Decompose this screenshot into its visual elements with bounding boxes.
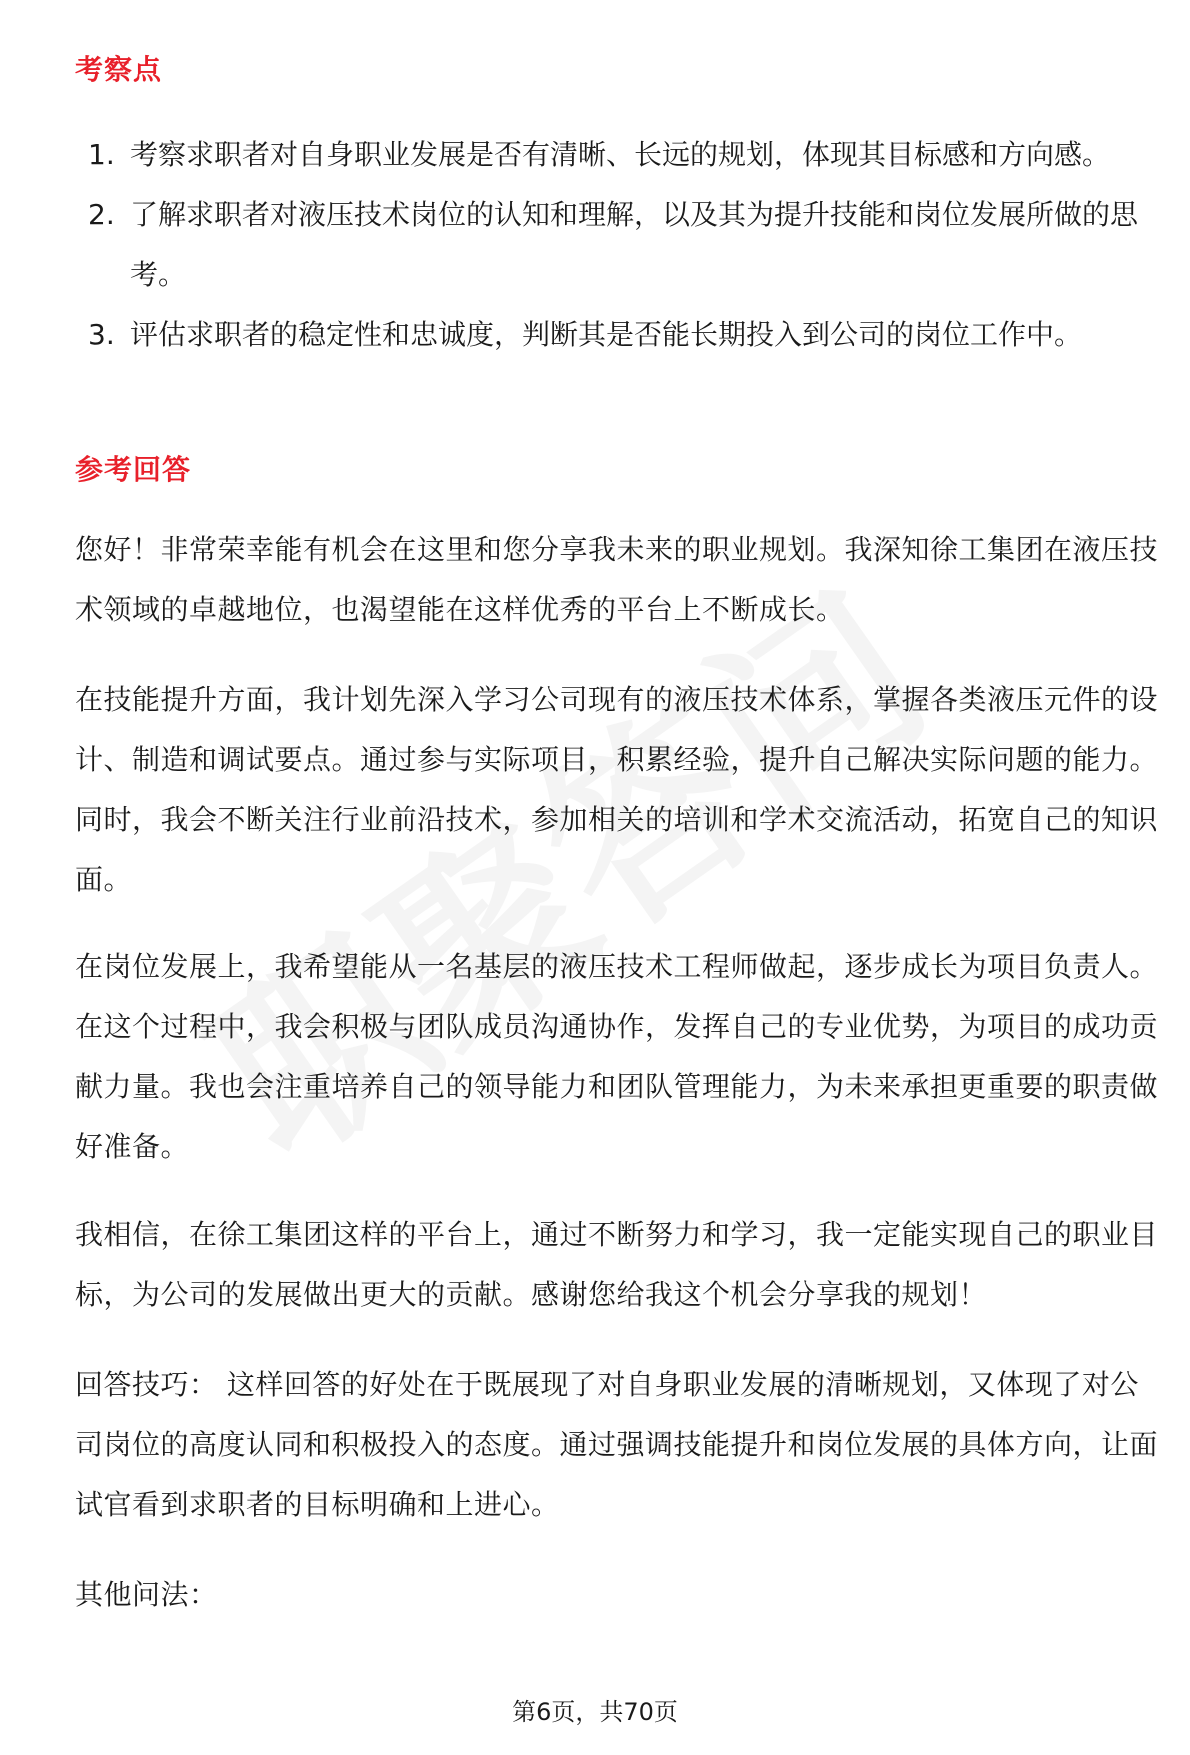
list-item: 2. 了解求职者对液压技术岗位的认知和理解，以及其为提升技能和岗位发展所做的思考。 xyxy=(88,198,1139,291)
examination-points-list xyxy=(88,125,1168,365)
list-item: 3. 评估求职者的稳定性和忠诚度，判断其是否能长期投入到公司的岗位工作中。 xyxy=(88,318,1083,351)
answer-paragraph: 在岗位发展上，我希望能从一名基层的液压技术工程师做起，逐步成长为项目负责人。在这个过程中，我会积极与团队成员沟通协作，发挥自己的专业优势，为项目的成功贡献力量。我也会注重培养自己的领导能力和团队管理能力，为未来承担更重要的职责做好准备。 xyxy=(75,950,1159,1163)
page-number: 第6页，共70页 xyxy=(512,1698,678,1726)
answer-paragraph: 在技能提升方面，我计划先深入学习公司现有的液压技术体系，掌握各类液压元件的设计、制造和调试要点。通过参与实际项目，积累经验，提升自己解决实际问题的能力。同时，我会不断关注行业前沿技术，参加相关的培训和学术交流活动，拓宽自己的知识面。 xyxy=(75,683,1159,896)
list-item: 1. 考察求职者对自身职业发展是否有清晰、长远的规划，体现其目标感和方向感。 xyxy=(88,138,1111,171)
section-heading-examination-points: 考察点 xyxy=(75,53,163,86)
answer-tip-paragraph: 回答技巧： 这样回答的好处在于既展现了对自身职业发展的清晰规划，又体现了对公司岗位的高度认同和积极投入的态度。通过强调技能提升和岗位发展的具体方向，让面试官看到求职者的目标明确和上进心。 xyxy=(75,1368,1159,1521)
answer-paragraph: 您好！非常荣幸能有机会在这里和您分享我未来的职业规划。我深知徐工集团在液压技术领域的卓越地位，也渴望能在这样优秀的平台上不断成长。 xyxy=(75,533,1159,626)
other-questions-label: 其他问法： xyxy=(75,1578,218,1611)
answer-paragraph: 我相信，在徐工集团这样的平台上，通过不断努力和学习，我一定能实现自己的职业目标，为公司的发展做出更大的贡献。感谢您给我这个机会分享我的规划！ xyxy=(75,1218,1159,1311)
section-heading-reference-answer: 参考回答 xyxy=(75,453,192,486)
